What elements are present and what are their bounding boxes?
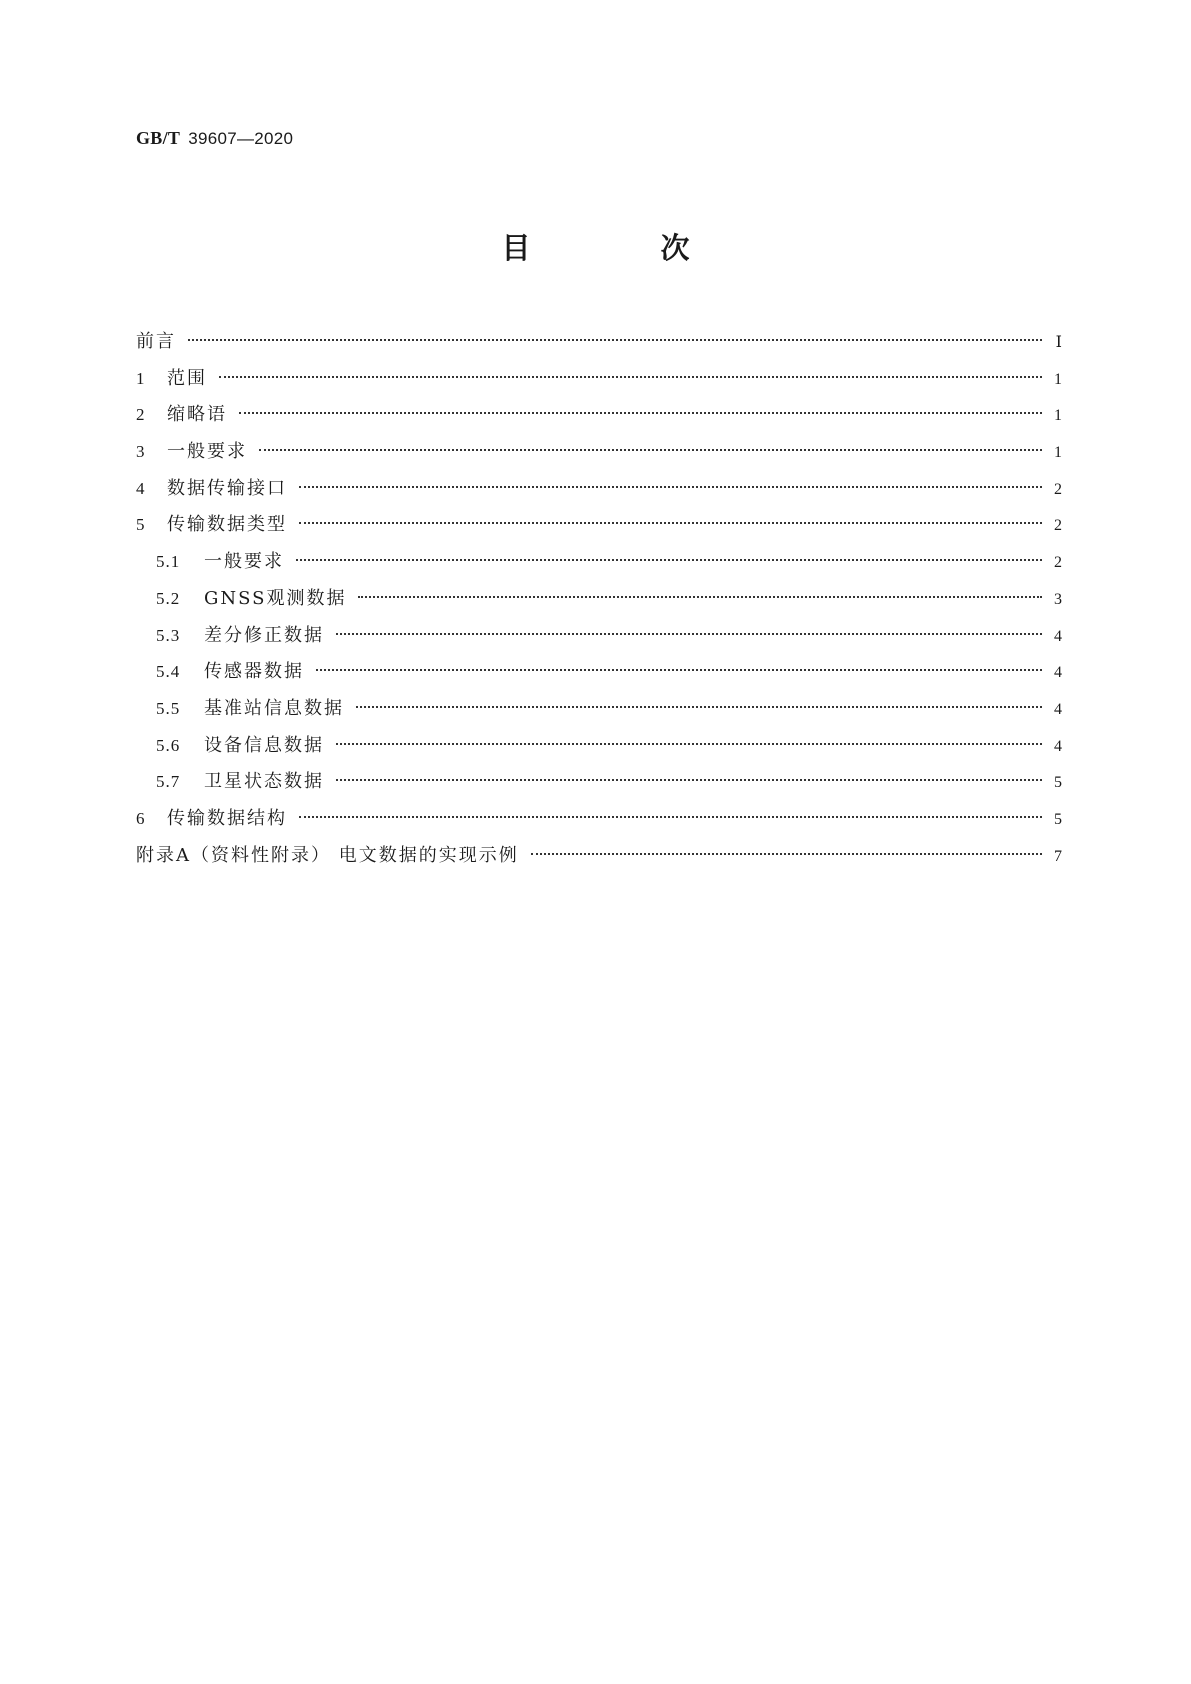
toc-entry-page: 4	[1054, 627, 1062, 645]
toc-entry[interactable]	[136, 804, 1062, 841]
toc-entry-title: 附录A（资料性附录） 电文数据的实现示例	[136, 844, 519, 866]
toc-entry-number: 5	[136, 515, 146, 535]
toc-entry-number: 5.5	[156, 698, 181, 718]
toc-entry-page: 3	[1054, 590, 1062, 608]
toc-entry-label	[136, 364, 207, 390]
toc-entry-label	[156, 547, 284, 573]
toc-entry[interactable]	[136, 547, 1062, 584]
standard-number: 39607—2020	[188, 129, 294, 148]
toc-entry-title: 基准站信息数据	[204, 697, 344, 719]
toc-entry-page: 1	[1054, 407, 1062, 425]
toc-entry-title: 前言	[136, 331, 176, 352]
toc-entry-number: 5.1	[156, 552, 181, 572]
toc-entry-label	[136, 437, 247, 463]
toc-entry-number: 5.7	[156, 772, 181, 792]
toc-entry[interactable]	[136, 621, 1062, 658]
dot-leader	[316, 669, 1042, 671]
toc-entry-number: 1	[136, 368, 146, 388]
toc-entry[interactable]	[136, 657, 1062, 694]
toc-entry-page: 4	[1054, 737, 1062, 755]
toc-entry-label	[156, 767, 324, 793]
table-of-contents	[136, 327, 1062, 877]
dot-leader	[531, 853, 1042, 855]
toc-entry-label	[136, 510, 287, 536]
dot-leader	[356, 706, 1042, 708]
dot-leader	[299, 486, 1042, 488]
toc-entry[interactable]	[136, 767, 1062, 804]
toc-entry-number: 2	[136, 405, 146, 425]
dot-leader	[296, 559, 1042, 561]
standard-prefix: GB/T	[136, 128, 181, 148]
toc-entry[interactable]	[136, 474, 1062, 511]
toc-entry-number: 5.3	[156, 625, 181, 645]
toc-entry-number: 5.2	[156, 588, 181, 608]
toc-entry-page: 1	[1054, 370, 1062, 388]
toc-entry-page: 5	[1054, 810, 1062, 828]
toc-entry-label	[136, 804, 287, 830]
toc-entry-page: 4	[1054, 700, 1062, 718]
toc-entry-label	[136, 841, 519, 867]
toc-entry-label	[156, 621, 324, 647]
toc-title: 目 次	[501, 231, 750, 265]
toc-entry-number: 3	[136, 442, 146, 462]
dot-leader	[188, 339, 1042, 341]
dot-leader	[336, 779, 1042, 781]
toc-entry-title: 传输数据类型	[167, 514, 287, 536]
toc-entry-page: 1	[1054, 444, 1062, 462]
toc-entry-label	[156, 731, 324, 757]
toc-entry-page: 7	[1054, 847, 1062, 865]
dot-leader	[299, 816, 1042, 818]
toc-entry[interactable]	[136, 364, 1062, 401]
dot-leader	[259, 449, 1042, 451]
toc-entry-title: 设备信息数据	[204, 734, 324, 756]
toc-entry[interactable]	[136, 437, 1062, 474]
toc-entry-label	[136, 474, 287, 500]
toc-entry-title: 一般要求	[204, 551, 284, 573]
dot-leader	[336, 743, 1042, 745]
toc-entry-title: 差分修正数据	[204, 624, 324, 646]
toc-entry-label	[156, 694, 344, 720]
toc-entry-page: 2	[1054, 554, 1062, 572]
toc-entry[interactable]	[136, 584, 1062, 621]
toc-entry-page: 5	[1054, 774, 1062, 792]
toc-entry[interactable]	[136, 400, 1062, 437]
toc-entry-title: 范围	[167, 367, 207, 389]
toc-entry-label	[136, 400, 227, 426]
toc-entry-number: 5.4	[156, 662, 181, 682]
dot-leader	[299, 522, 1042, 524]
toc-entry-title: 缩略语	[167, 404, 227, 426]
toc-entry[interactable]	[136, 731, 1062, 768]
toc-entry-label	[156, 584, 346, 610]
toc-entry-page: 2	[1054, 480, 1062, 498]
toc-entry[interactable]	[136, 841, 1062, 878]
dot-leader	[239, 412, 1042, 414]
toc-entry-number: 6	[136, 808, 146, 828]
toc-entry-title: 传感器数据	[204, 661, 304, 683]
toc-entry[interactable]	[136, 694, 1062, 731]
toc-entry[interactable]	[136, 327, 1062, 364]
toc-entry-number: 5.6	[156, 735, 181, 755]
toc-entry-title: 数据传输接口	[167, 477, 287, 499]
toc-entry-page: 4	[1054, 664, 1062, 682]
standard-code	[136, 128, 293, 149]
toc-entry-title: GNSS观测数据	[204, 587, 347, 609]
toc-entry-number: 4	[136, 478, 146, 498]
toc-entry-title: 传输数据结构	[167, 807, 287, 829]
toc-entry[interactable]	[136, 510, 1062, 547]
toc-entry-label	[156, 657, 304, 683]
dot-leader	[219, 376, 1042, 378]
toc-entry-title: 卫星状态数据	[204, 771, 324, 793]
dot-leader	[336, 633, 1042, 635]
toc-entry-page: Ⅰ	[1055, 334, 1062, 351]
toc-entry-label	[136, 327, 176, 353]
dot-leader	[358, 596, 1042, 598]
toc-entry-page: 2	[1054, 517, 1062, 535]
toc-entry-title: 一般要求	[167, 441, 247, 463]
